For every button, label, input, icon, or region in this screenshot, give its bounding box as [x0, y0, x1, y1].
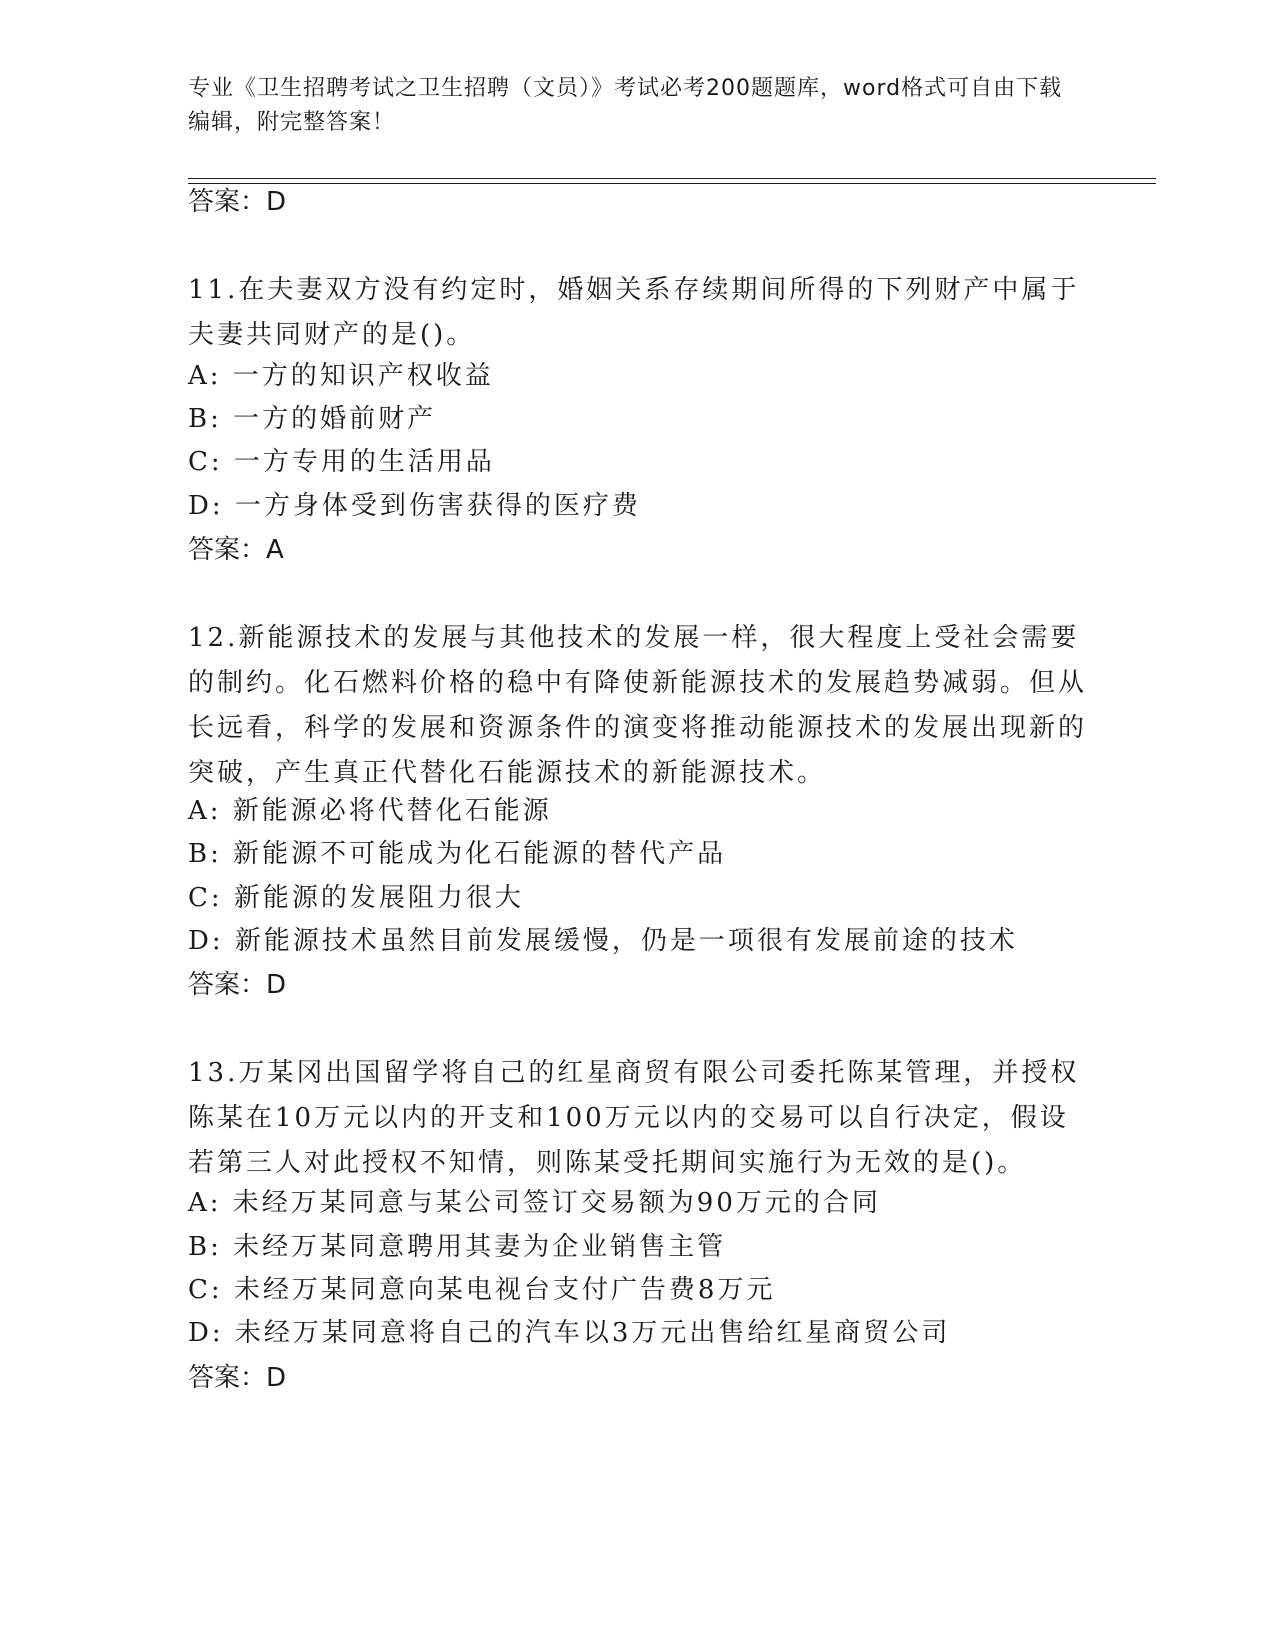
question-11-option-a: A: 一方的知识产权收益	[188, 361, 494, 391]
question-12-option-c: C: 新能源的发展阻力很大	[188, 883, 524, 913]
question-13-stem	[188, 1051, 1088, 1186]
question-13-option-a: A: 未经万某同意与某公司签订交易额为90万元的合同	[188, 1188, 881, 1218]
previous-answer: 答案：D	[188, 187, 287, 217]
header-divider-secondary	[188, 183, 1156, 184]
question-13-option-d: D: 未经万某同意将自己的汽车以3万元出售给红星商贸公司	[188, 1318, 951, 1348]
question-text: 万某冈出国留学将自己的红星商贸有限公司委托陈某管理，并授权陈某在10万元以内的开支和100万元以内的交易可以自行决定，假设若第三人对此授权不知情，则陈某受托期间实施行为无效的是()。	[188, 1058, 1080, 1178]
question-11-stem	[188, 268, 1088, 358]
document-header: 专业《卫生招聘考试之卫生招聘（文员）》考试必考200题题库，word格式可自由下载编辑，附完整答案！	[188, 76, 1063, 135]
question-number: 13.	[188, 1058, 239, 1088]
question-text: 在夫妻双方没有约定时，婚姻关系存续期间所得的下列财产中属于夫妻共同财产的是()。	[188, 275, 1080, 350]
question-number: 12.	[188, 623, 239, 653]
header-divider	[188, 178, 1156, 179]
question-11-option-c: C: 一方专用的生活用品	[188, 447, 495, 477]
question-11-answer: 答案：A	[188, 535, 284, 565]
question-text: 新能源技术的发展与其他技术的发展一样，很大程度上受社会需要的制约。化石燃料价格的稳中有降使新能源技术的发展趋势减弱。但从长远看，科学的发展和资源条件的演变将推动能源技术的发展出现新的突破，产生真正代替化石能源技术的新能源技术。	[188, 623, 1088, 788]
question-11-option-b: B: 一方的婚前财产	[188, 404, 437, 434]
question-12-option-d: D: 新能源技术虽然目前发展缓慢，仍是一项很有发展前途的技术	[188, 926, 1018, 956]
question-13-option-b: B: 未经万某同意聘用其妻为企业销售主管	[188, 1232, 727, 1262]
question-12-answer: 答案：D	[188, 970, 287, 1000]
question-13-answer: 答案：D	[188, 1363, 287, 1393]
question-12-option-a: A: 新能源必将代替化石能源	[188, 796, 552, 826]
question-11-option-d: D: 一方身体受到伤害获得的医疗费	[188, 491, 641, 521]
question-13-option-c: C: 未经万某同意向某电视台支付广告费8万元	[188, 1275, 776, 1305]
question-number: 11.	[188, 275, 239, 305]
question-12-option-b: B: 新能源不可能成为化石能源的替代产品	[188, 839, 727, 869]
question-12-stem	[188, 616, 1088, 796]
